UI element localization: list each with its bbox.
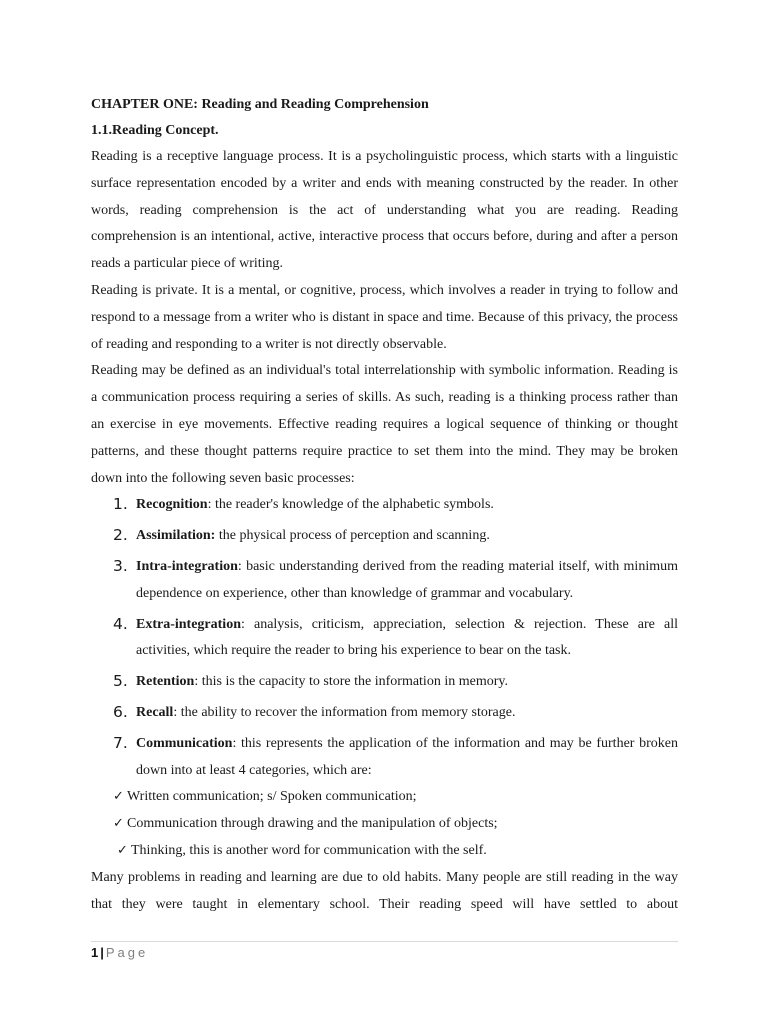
- process-list: [91, 492, 678, 784]
- category-text: Communication through drawing and the manipulation of objects;: [127, 816, 498, 832]
- list-item: [91, 700, 678, 727]
- communication-categories: [91, 784, 678, 864]
- footer-separator: |: [100, 945, 104, 960]
- list-number: 4.: [113, 614, 128, 633]
- paragraph-3: Reading may be defined as an individual's total interrelationship with symbolic information. Reading is a communication process requiring a series of skills. As such, reading is a thinking process rather than an exercise in eye movements. Effective reading requires a logical sequence of thinking or thought patterns, and these thought patterns require practice to set them into the mind. They may be broken down into the following seven basic processes:: [91, 363, 678, 486]
- paragraph-1: Reading is a receptive language process. It is a psycholinguistic process, which starts with a linguistic surface representation encoded by a writer and ends with meaning constructed by the reader. In other words, reading comprehension is the act of understanding what you are reading. Reading comprehension is an intentional, active, interactive process that occurs before, during and after a person reads a particular piece of writing.: [91, 149, 678, 272]
- chapter-title: CHAPTER ONE: Reading and Reading Comprehension: [91, 97, 429, 112]
- term-separator: :: [240, 616, 245, 632]
- process-description: the physical process of perception and scanning.: [215, 528, 490, 544]
- term-separator: :: [173, 704, 178, 720]
- process-term: Communication: [136, 735, 233, 751]
- list-number: 6.: [113, 702, 128, 721]
- category-text: Thinking, this is another word for communication with the self.: [131, 842, 487, 858]
- list-number: 7.: [113, 733, 128, 752]
- checkmark-icon: ✓: [117, 842, 128, 858]
- process-description: basic understanding derived from the reading material itself, with minimum dependence on experience, other than knowledge of grammar and vocabulary.: [136, 558, 678, 601]
- checkmark-icon: ✓: [113, 789, 124, 805]
- closing-paragraph: Many problems in reading and learning are due to old habits. Many people are still reading in the way that they were taught in elementary school. Their reading speed will have settled to about: [91, 869, 678, 912]
- process-description: the reader's knowledge of the alphabetic symbols.: [211, 497, 494, 513]
- process-description: this is the capacity to store the information in memory.: [198, 674, 508, 690]
- process-term: Assimilation:: [136, 528, 216, 544]
- term-separator: :: [232, 735, 237, 751]
- list-item: [91, 492, 678, 519]
- checkmark-icon: ✓: [113, 816, 124, 832]
- process-description: this represents the application of the information and may be further broken down into at least 4 categories, which are:: [136, 735, 678, 778]
- list-item: [91, 554, 678, 608]
- process-term: Intra-integration: [136, 558, 238, 574]
- category-text: Written communication; s/ Spoken communication;: [127, 789, 417, 805]
- process-term: Recognition: [136, 497, 208, 513]
- list-item: [91, 612, 678, 666]
- list-item: [91, 669, 678, 696]
- term-separator: :: [194, 674, 199, 690]
- page-label: Page: [105, 945, 149, 960]
- paragraph-2: Reading is private. It is a mental, or cognitive, process, which involves a reader in trying to follow and respond to a message from a writer who is distant in space and time. Because of this privacy, the process of reading and responding to a writer is not directly observable.: [91, 282, 678, 352]
- list-number: 1.: [113, 495, 128, 514]
- list-item: [91, 811, 678, 838]
- section-title: 1.1.Reading Concept.: [91, 123, 219, 138]
- term-separator: :: [237, 558, 242, 574]
- list-number: 3.: [113, 556, 128, 575]
- process-term: Retention: [136, 674, 195, 690]
- process-term: Extra-integration: [136, 616, 241, 632]
- process-term: Recall: [136, 704, 174, 720]
- process-description: the ability to recover the information from memory storage.: [177, 704, 516, 720]
- list-item: [91, 523, 678, 550]
- page-number: 1: [91, 945, 99, 960]
- page-footer: [91, 941, 678, 962]
- list-number: 2.: [113, 526, 128, 545]
- list-item: [91, 731, 678, 785]
- list-number: 5.: [113, 672, 128, 691]
- process-description: analysis, criticism, appreciation, selection & rejection. These are all activities, which require the reader to bring his experience to bear on the task.: [136, 616, 678, 659]
- document-page: [91, 92, 678, 918]
- list-item: [91, 784, 678, 811]
- list-item: [91, 838, 678, 865]
- term-separator: :: [207, 497, 212, 513]
